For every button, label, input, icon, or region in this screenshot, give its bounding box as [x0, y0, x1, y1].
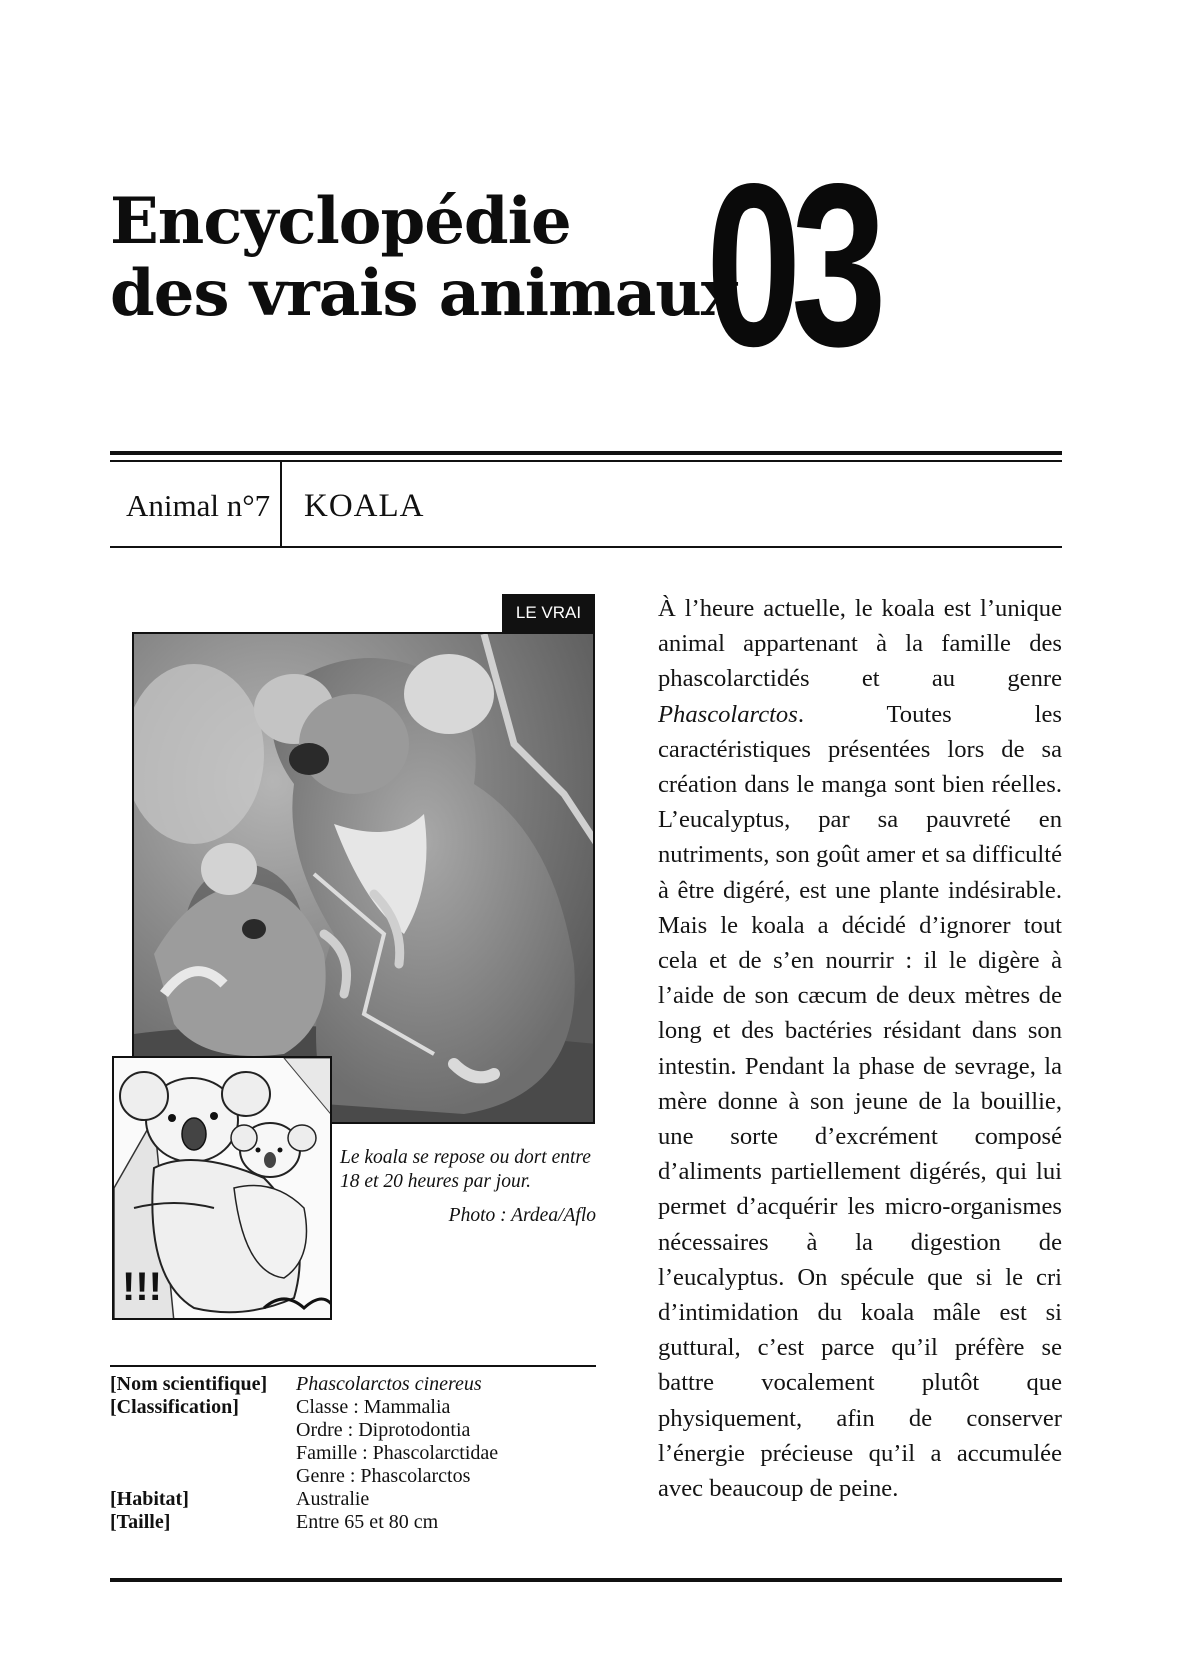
fact-label-size: [Taille]: [110, 1511, 171, 1533]
le-vrai-badge: LE VRAI: [502, 594, 595, 632]
body-text-genus: Phascolarctos: [658, 700, 798, 728]
photo-caption: Le koala se repose ou dort entre 18 et 20 heures par jour.: [340, 1147, 591, 1192]
fact-value-size: Entre 65 et 80 cm: [296, 1511, 439, 1533]
fact-label-scientific-name: [Nom scientifique]: [110, 1373, 268, 1395]
animal-number: Animal n°7: [126, 488, 271, 523]
manga-sound-effect: !!!: [122, 1265, 162, 1309]
fact-value-class: Classe : Mammalia: [296, 1396, 451, 1418]
fact-value-scientific-name: Phascolarctos cinereus: [296, 1373, 482, 1395]
fact-value-habitat: Australie: [296, 1488, 370, 1510]
animal-name: KOALA: [304, 488, 425, 524]
koala-photo: [132, 632, 595, 1124]
bottom-rule: [110, 1578, 1062, 1582]
issue-number: 03: [706, 136, 877, 395]
title-line-2: des vrais animaux: [110, 256, 738, 331]
manga-panel: [112, 1056, 332, 1320]
title-line-1: Encyclopédie: [110, 184, 571, 259]
entry-divider: [280, 462, 282, 546]
facts-rule: [110, 1365, 596, 1367]
fact-label-classification: [Classification]: [110, 1396, 239, 1418]
top-rule-thin: [110, 460, 1062, 462]
photo-credit: Photo : Ardea/Aflo: [448, 1205, 596, 1226]
body-text-part-2: . Toutes les caractéristiques présentées lors de sa création dans le manga sont bien réelles. L’eucalyptus, par sa pauvreté en nutriments, son goût amer et sa difficulté à être digéré, est une plante indésirable. Mais le koala a décidé d’ignorer tout cela et de s’en nourrir : il le digère à l’aide de son cæcum de deux mètres de long et des bactéries résidant dans son intestin. Pendant la phase de sevrage, la mère donne à son jeune de la bouillie, une sorte d’excrément composé d’aliments partiellement digérés, qui lui permet d’acquérir les micro-organismes nécessaires à la digestion de l’eucalyptus. On spécule que si le cri d’intimidation du koala mâle est si guttural, c’est parce qu’il préfère se battre vocalement plutôt que physiquement, afin de conserver l’énergie précieuse qu’il a accumulée avec beaucoup de peine.: [658, 700, 1062, 1503]
fact-value-family: Famille : Phascolarctidae: [296, 1442, 499, 1464]
fact-value-order: Ordre : Diprotodontia: [296, 1419, 471, 1441]
body-text-part-1: À l’heure actuelle, le koala est l’unique animal appartenant à la famille des phascolarctidés et au genre: [658, 595, 1062, 693]
fact-value-genus: Genre : Phascolarctos: [296, 1465, 471, 1487]
top-rule-thick: [110, 451, 1062, 455]
entry-rule: [110, 546, 1062, 548]
fact-label-habitat: [Habitat]: [110, 1488, 189, 1510]
body-text: [658, 591, 1062, 1506]
